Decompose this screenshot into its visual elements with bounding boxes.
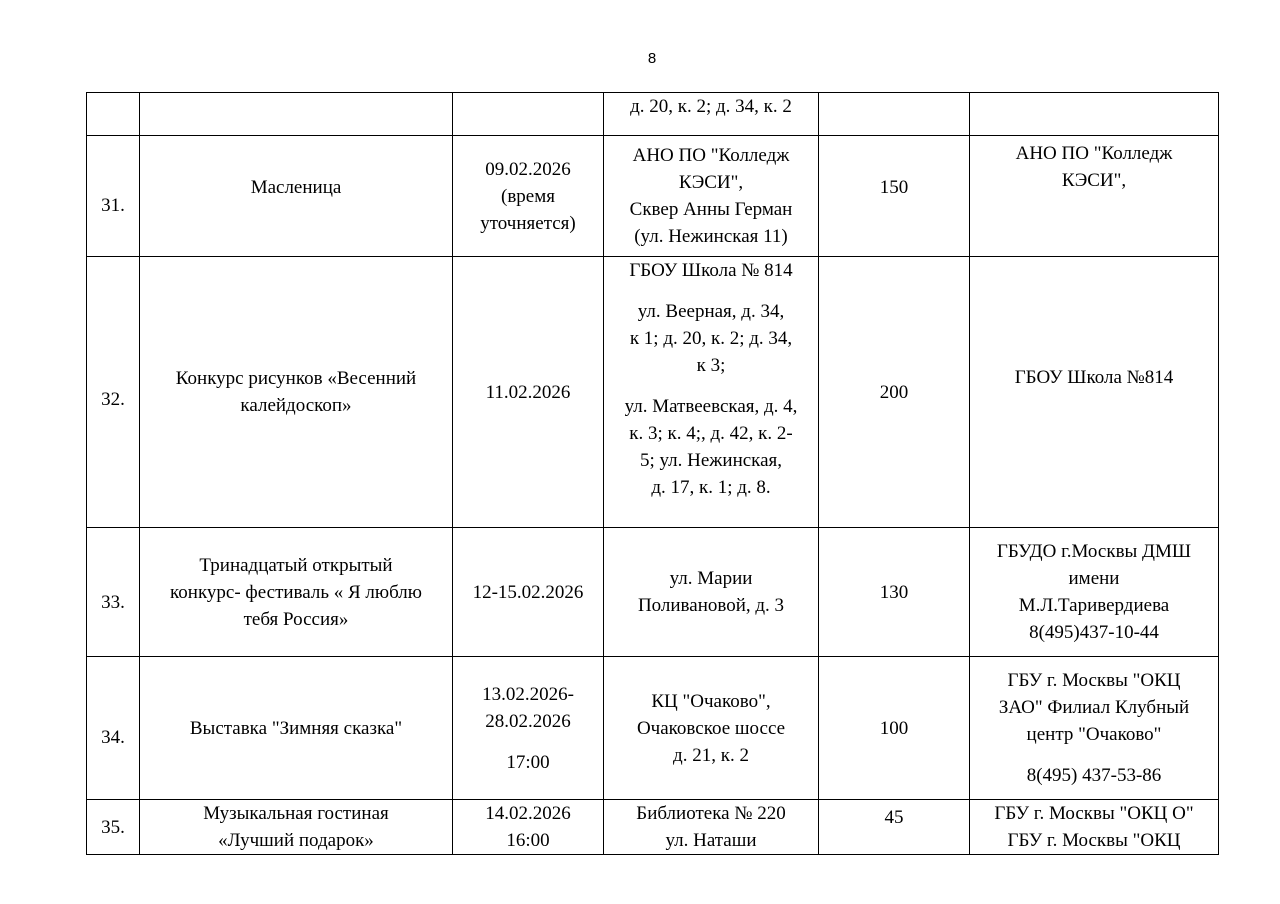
event-name xyxy=(140,93,453,136)
place-line: Библиотека № 220 xyxy=(636,803,786,824)
place-line: д. 20, к. 2; д. 34, к. 2 xyxy=(630,96,792,117)
participant-count xyxy=(819,93,970,136)
table-row xyxy=(87,93,1219,136)
date-line: 16:00 xyxy=(506,830,550,851)
place-line: д. 17, к. 1; д. 8. xyxy=(651,477,771,498)
row-number: 32. xyxy=(87,257,140,528)
row-number: 34. xyxy=(87,657,140,800)
event-place xyxy=(604,93,819,136)
participant-count: 100 xyxy=(819,657,970,800)
organizer xyxy=(970,257,1219,528)
organizer xyxy=(970,136,1219,257)
organizer-line: 8(495) 437-53-86 xyxy=(1026,765,1162,786)
place-line: Сквер Анны Герман xyxy=(629,199,793,220)
event-place xyxy=(604,136,819,257)
organizer xyxy=(970,93,1219,136)
event-place xyxy=(604,528,819,657)
organizer-line: ЗАО" Филиал Клубный xyxy=(998,697,1190,718)
event-place xyxy=(604,800,819,855)
date-line: 28.02.2026 xyxy=(485,710,571,732)
event-place xyxy=(604,257,819,528)
row-number: 31. xyxy=(87,136,140,257)
date-line: 14.02.2026 xyxy=(485,803,571,824)
event-name-line: конкурс- фестиваль « Я люблю xyxy=(170,581,422,603)
table-row xyxy=(87,657,1219,800)
event-date xyxy=(453,657,604,800)
place-line: ул. Матвеевская, д. 4, xyxy=(624,396,798,417)
event-name xyxy=(140,528,453,657)
place-line: Поливановой, д. 3 xyxy=(637,595,785,616)
place-line: к 3; xyxy=(696,355,726,376)
event-date xyxy=(453,528,604,657)
table-row xyxy=(87,528,1219,657)
event-date xyxy=(453,136,604,257)
date-line: 11.02.2026 xyxy=(485,381,571,403)
organizer-line: ГБУ г. Москвы "ОКЦ xyxy=(1007,670,1181,691)
organizer-line: 8(495)437-10-44 xyxy=(1029,622,1159,643)
event-name-line: Конкурс рисунков «Весенний xyxy=(175,368,417,389)
place-line: КЦ "Очаково", xyxy=(651,690,771,712)
event-date xyxy=(453,800,604,855)
date-line: 17:00 xyxy=(506,751,550,773)
event-name-line: калейдоскоп» xyxy=(240,395,352,416)
table-row xyxy=(87,800,1219,855)
event-name-line: «Лучший подарок» xyxy=(218,830,374,851)
organizer-line: имени xyxy=(1068,568,1120,589)
row-number xyxy=(87,93,140,136)
organizer-line: АНО ПО "Колледж xyxy=(1015,143,1173,164)
place-line: д. 21, к. 2 xyxy=(673,744,749,766)
events-table xyxy=(86,92,1219,855)
event-name-line: Выставка "Зимняя сказка" xyxy=(189,717,403,739)
date-line: уточняется) xyxy=(480,212,576,234)
participant-count: 45 xyxy=(819,800,970,855)
participant-count: 130 xyxy=(819,528,970,657)
organizer-line: центр "Очаково" xyxy=(1026,724,1162,745)
table-row xyxy=(87,257,1219,528)
event-name-line: Масленица xyxy=(250,176,342,198)
place-line: 5; ул. Нежинская, xyxy=(639,450,783,471)
date-line: 09.02.2026 xyxy=(485,158,571,180)
row-number: 33. xyxy=(87,528,140,657)
organizer-line: ГБУ г. Москвы "ОКЦ xyxy=(1007,830,1181,851)
participant-count: 150 xyxy=(819,136,970,257)
place-line: Очаковское шоссе xyxy=(636,717,786,739)
place-line: АНО ПО "Колледж xyxy=(632,145,790,166)
place-line: ГБОУ Школа № 814 xyxy=(629,260,793,281)
table-row xyxy=(87,136,1219,257)
event-name xyxy=(140,136,453,257)
page-number: 8 xyxy=(647,50,657,67)
place-line: к 1; д. 20, к. 2; д. 34, xyxy=(629,328,793,349)
event-name-line: тебя Россия» xyxy=(243,608,349,630)
date-line: 13.02.2026- xyxy=(482,683,574,705)
event-name-line: Тринадцатый открытый xyxy=(199,554,393,576)
organizer-line: КЭСИ", xyxy=(1061,170,1127,191)
place-line: ул. Марии xyxy=(669,568,753,589)
event-name xyxy=(140,800,453,855)
place-line: к. 3; к. 4;, д. 42, к. 2- xyxy=(629,423,793,444)
organizer-line: ГБУ г. Москвы "ОКЦ О" xyxy=(994,803,1194,824)
organizer xyxy=(970,800,1219,855)
organizer-line: ГБОУ Школа №814 xyxy=(1014,366,1174,388)
event-place xyxy=(604,657,819,800)
place-line: КЭСИ", xyxy=(678,172,744,193)
date-line: (время xyxy=(501,185,555,207)
event-date xyxy=(453,93,604,136)
organizer xyxy=(970,657,1219,800)
date-line: 12-15.02.2026 xyxy=(472,581,584,603)
event-date xyxy=(453,257,604,528)
organizer-line: ГБУДО г.Москвы ДМШ xyxy=(996,541,1192,562)
event-name xyxy=(140,257,453,528)
organizer-line: М.Л.Таривердиева xyxy=(1018,595,1170,616)
place-line: ул. Веерная, д. 34, xyxy=(637,301,785,322)
participant-count: 200 xyxy=(819,257,970,528)
place-line: (ул. Нежинская 11) xyxy=(634,226,788,247)
place-line: ул. Наташи xyxy=(665,830,757,851)
event-name xyxy=(140,657,453,800)
organizer xyxy=(970,528,1219,657)
event-name-line: Музыкальная гостиная xyxy=(203,803,389,824)
row-number: 35. xyxy=(87,800,140,855)
